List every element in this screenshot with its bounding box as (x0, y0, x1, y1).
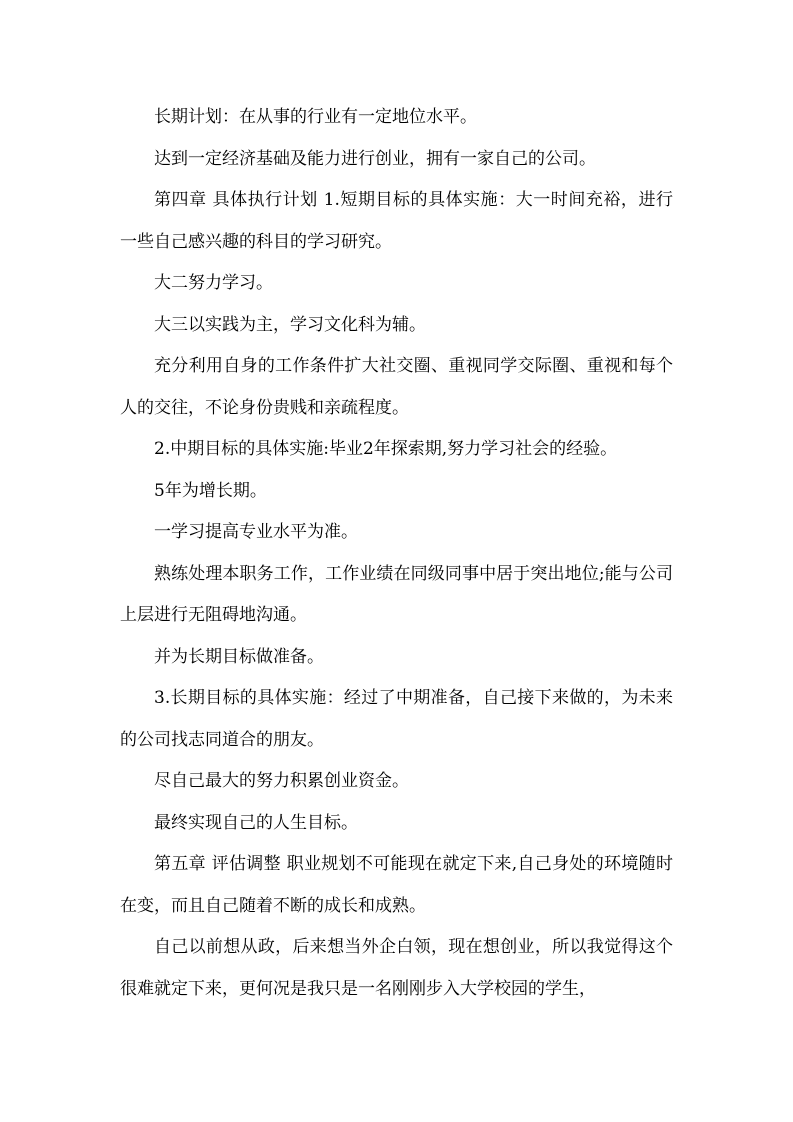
paragraph: 3.长期目标的具体实施：经过了中期准备，自己接下来做的，为未来的公司找志同道合的朋友。 (120, 688, 673, 750)
document-body (120, 97, 673, 1010)
paragraph: 第五章 评估调整 职业规划不可能现在就定下来,自己身处的环境随时在变，而且自己随着不断的成长和成熟。 (120, 854, 673, 916)
paragraph: 大三以实践为主，学习文化科为辅。 (154, 314, 426, 335)
paragraph: 尽自己最大的努力积累创业资金。 (154, 771, 409, 791)
paragraph: 长期计划：在从事的行业有一定地位水平。 (154, 107, 477, 127)
paragraph: 最终实现自己的人生目标。 (154, 812, 358, 833)
paragraph: 并为长期目标做准备。 (154, 646, 324, 667)
paragraph: 一学习提高专业水平为准。 (154, 522, 358, 542)
paragraph: 自己以前想从政，后来想当外企白领，现在想创业，所以我觉得这个很难就定下来，更何况是我只是一名刚刚步入大学校园的学生， (120, 937, 673, 999)
paragraph: 2.中期目标的具体实施:毕业2年探索期,努力学习社会的经验。 (154, 439, 618, 459)
paragraph: 第四章 具体执行计划 1.短期目标的具体实施：大一时间充裕，进行一些自己感兴趣的科目的学习研究。 (120, 190, 673, 252)
paragraph: 熟练处理本职务工作，工作业绩在同级同事中居于突出地位;能与公司上层进行无阻碍地沟通。 (120, 563, 673, 625)
paragraph: 充分利用自身的工作条件扩大社交圈、重视同学交际圈、重视和每个人的交往，不论身份贵贱和亲疏程度。 (120, 356, 673, 418)
paragraph: 达到一定经济基础及能力进行创业，拥有一家自己的公司。 (154, 148, 596, 169)
paragraph: 5年为增长期。 (154, 480, 267, 501)
paragraph: 大二努力学习。 (154, 273, 273, 293)
